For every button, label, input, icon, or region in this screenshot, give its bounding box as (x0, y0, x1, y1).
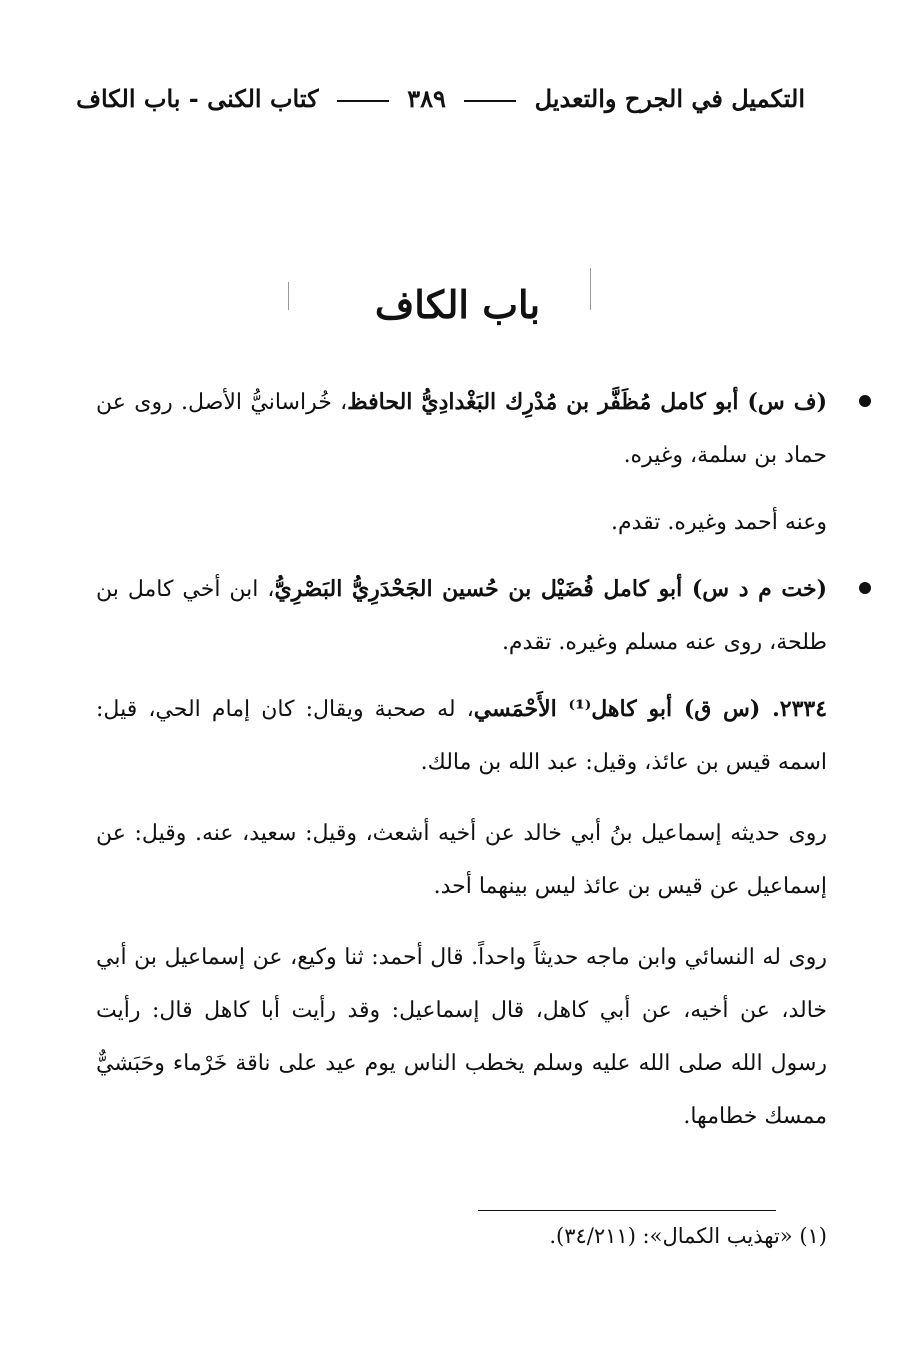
header-book-title: التكميل في الجرح والتعديل (534, 84, 805, 113)
bullet-icon (859, 395, 871, 407)
entry-3 (96, 563, 827, 669)
entry-6 (96, 931, 827, 1143)
entry-text: وعنه أحمد وغيره. تقدم. (611, 510, 827, 535)
header-chapter: كتاب الكنى - باب الكاف (76, 84, 319, 113)
entry-name: (خت م د س) أبو كامل فُضَيْل بن حُسين الجَحْدَرِيُّ البَصْرِيُّ (274, 576, 827, 602)
bullet-icon (859, 582, 871, 594)
entry-text: روى له النسائي وابن ماجه حديثاً واحداً. قال أحمد: ثنا وكيع، عن إسماعيل بن أبي خالد، عن أخيه، عن أبي كاهل، قال إسماعيل: وقد رأيت أبا كاهل قال: رأيت رسول الله صلى الله عليه وسلم يخطب الناس يوم عيد على ناقة خَرْماء وحَبَشيٌّ ممسك خطامها. (96, 945, 827, 1129)
entry-text: روى حديثه إسماعيل بنُ أبي خالد عن أخيه أشعث، وقيل: سعيد، عنه. وقيل: عن إسماعيل عن قيس بن عائذ ليس بينهما أحد. (96, 821, 827, 899)
page-body (96, 376, 827, 1143)
footnote: (١) «تهذيب الكمال»: (٣٤/٢١١). (549, 1224, 827, 1248)
footnote-rule (478, 1210, 776, 1211)
entry-5 (96, 807, 827, 913)
section-title: باب الكاف (374, 282, 541, 327)
entry-name: (ف س) أبو كامل مُظَفَّر بن مُدْرِك البَغْدادِيُّ الحافظ (347, 389, 828, 415)
entry-2 (96, 496, 827, 549)
entry-text: ، له صحبة ويقال: كان إمام الحي، قيل: اسمه قيس بن عائذ، وقيل: عبد الله بن مالك. (96, 697, 827, 775)
entry-text: ، خُراسانيُّ الأصل. روى عن حماد بن سلمة، وغيره. (96, 390, 827, 468)
header-dash (464, 100, 516, 102)
entry-4 (96, 683, 827, 789)
header-dash (337, 100, 389, 102)
entry-text: ، ابن أخي كامل بن طلحة، روى عنه مسلم وغيره. تقدم. (96, 577, 827, 655)
running-header (76, 84, 805, 124)
header-page-number: ٣٨٩ (407, 84, 446, 113)
entry-1 (96, 376, 827, 482)
entry-name: ٢٣٣٤. (س ق) أبو كاهل⁽¹⁾ الأَحْمَسي (473, 696, 828, 722)
